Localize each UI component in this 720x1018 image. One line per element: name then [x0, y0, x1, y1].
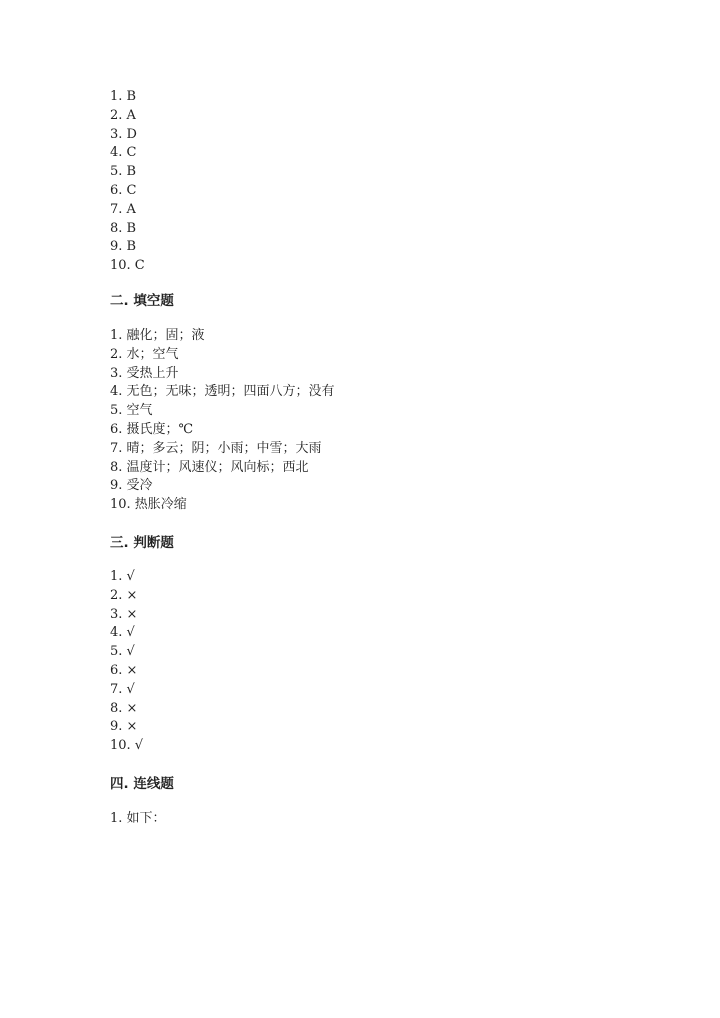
answer-item: 1. B — [110, 89, 137, 104]
answer-item: 9. 受冷 — [110, 478, 153, 494]
answer-item: 5. B — [110, 164, 137, 180]
answer-item: 9. × — [110, 719, 138, 735]
answer-item: 1. 融化；固；液 — [110, 328, 205, 343]
answer-item: 3. D — [110, 126, 137, 142]
matching-answers-list — [110, 810, 166, 829]
fill-blank-answers-list — [110, 327, 335, 515]
answer-item: 3. × — [110, 606, 138, 622]
answer-item: 8. B — [110, 220, 137, 236]
answer-item: 9. B — [110, 239, 137, 255]
answer-item: 2. 水；空气 — [110, 346, 179, 362]
answer-item: 5. √ — [110, 644, 135, 660]
answer-item: 10. C — [110, 258, 145, 274]
answer-item: 6. 摄氏度；℃ — [110, 421, 194, 437]
answer-item: 1. 如下： — [110, 811, 166, 826]
answer-item: 7. A — [110, 201, 136, 217]
answer-item: 10. √ — [110, 738, 144, 754]
answer-item: 1. √ — [110, 569, 135, 584]
section-heading-matching: 四. 连线题 — [110, 776, 174, 792]
section-heading-fill-blanks: 二. 填空题 — [110, 293, 174, 309]
section-heading-true-false: 三. 判断题 — [110, 535, 174, 551]
answer-item: 4. √ — [110, 625, 135, 641]
answer-item: 7. √ — [110, 681, 135, 697]
true-false-answers-list — [110, 568, 143, 756]
choice-answers-list — [110, 88, 145, 276]
answer-item: 4. C — [110, 145, 137, 161]
answer-item: 8. 温度计；风速仪；风向标；西北 — [110, 459, 309, 475]
answer-item: 2. × — [110, 587, 138, 603]
answer-item: 4. 无色；无味；透明；四面八方；没有 — [110, 384, 335, 400]
answer-item: 3. 受热上升 — [110, 365, 179, 381]
answer-item: 5. 空气 — [110, 403, 153, 419]
answer-item: 8. × — [110, 700, 138, 716]
answer-item: 10. 热胀冷缩 — [110, 497, 187, 513]
answer-item: 6. × — [110, 662, 138, 678]
answer-item: 6. C — [110, 182, 137, 198]
answer-item: 2. A — [110, 107, 136, 123]
answer-item: 7. 晴；多云；阴；小雨；中雪；大雨 — [110, 440, 322, 456]
